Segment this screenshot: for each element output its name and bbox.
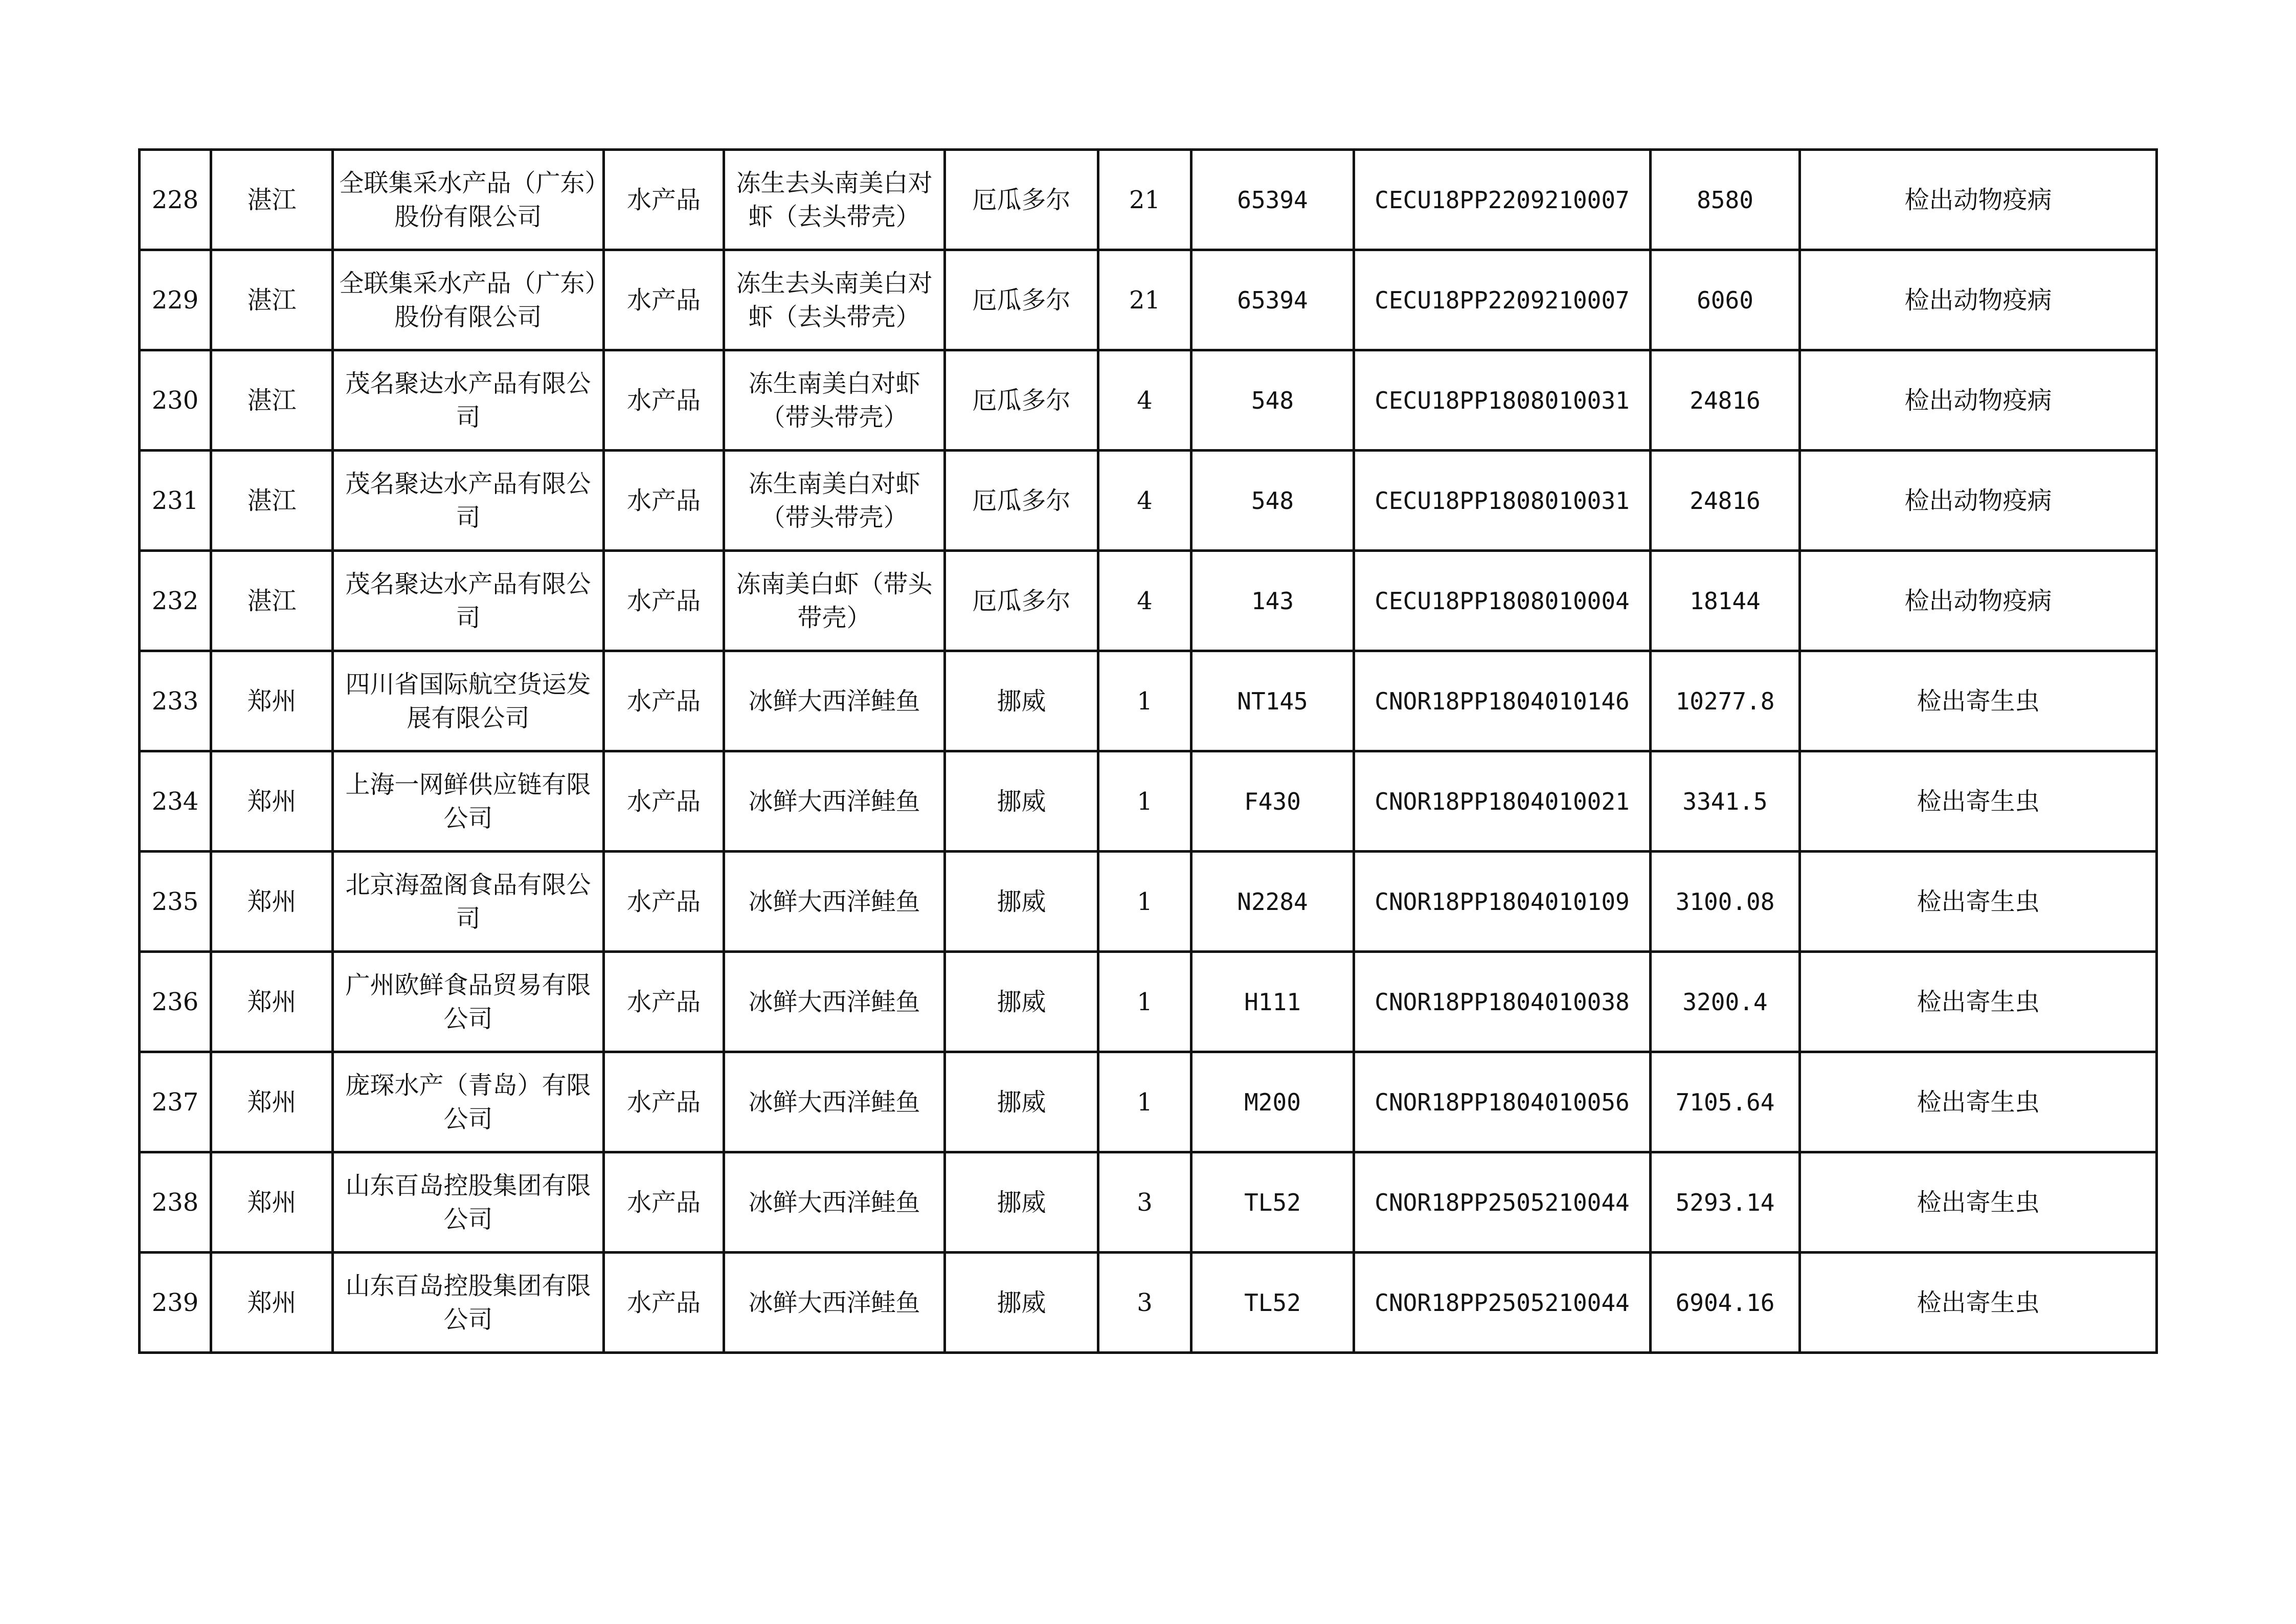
quantity-cell: 21 <box>1098 250 1191 350</box>
certificate-number-cell: CECU18PP2209210007 <box>1354 250 1651 350</box>
product-cell: 冰鲜大西洋鲑鱼 <box>724 651 945 751</box>
company-cell: 全联集采水产品（广东）股份有限公司 <box>333 150 604 250</box>
plant-code-cell: TL52 <box>1191 1152 1354 1253</box>
quantity-cell: 1 <box>1098 651 1191 751</box>
product-cell: 冰鲜大西洋鲑鱼 <box>724 1253 945 1353</box>
row-number-cell: 235 <box>140 852 211 952</box>
origin-country-cell: 厄瓜多尔 <box>945 551 1098 651</box>
table-row <box>140 751 2157 852</box>
origin-country-cell: 挪威 <box>945 852 1098 952</box>
company-cell: 山东百岛控股集团有限公司 <box>333 1152 604 1253</box>
company-cell: 上海一网鲜供应链有限公司 <box>333 751 604 852</box>
port-cell: 湛江 <box>211 250 333 350</box>
origin-country-cell: 挪威 <box>945 751 1098 852</box>
certificate-number-cell: CNOR18PP1804010038 <box>1354 952 1651 1052</box>
certificate-number-cell: CNOR18PP2505210044 <box>1354 1253 1651 1353</box>
weight-cell: 6904.16 <box>1651 1253 1800 1353</box>
port-cell: 郑州 <box>211 952 333 1052</box>
port-cell: 郑州 <box>211 1152 333 1253</box>
row-number-cell: 234 <box>140 751 211 852</box>
quantity-cell: 3 <box>1098 1253 1191 1353</box>
category-cell: 水产品 <box>604 551 724 651</box>
reason-cell: 检出动物疫病 <box>1800 250 2157 350</box>
origin-country-cell: 厄瓜多尔 <box>945 150 1098 250</box>
plant-code-cell: F430 <box>1191 751 1354 852</box>
origin-country-cell: 挪威 <box>945 1052 1098 1152</box>
product-cell: 冻生去头南美白对虾（去头带壳） <box>724 250 945 350</box>
weight-cell: 3341.5 <box>1651 751 1800 852</box>
reason-cell: 检出寄生虫 <box>1800 751 2157 852</box>
weight-cell: 5293.14 <box>1651 1152 1800 1253</box>
company-cell: 四川省国际航空货运发展有限公司 <box>333 651 604 751</box>
certificate-number-cell: CNOR18PP1804010146 <box>1354 651 1651 751</box>
certificate-number-cell: CECU18PP1808010031 <box>1354 350 1651 451</box>
certificate-number-cell: CECU18PP1808010004 <box>1354 551 1651 651</box>
quantity-cell: 3 <box>1098 1152 1191 1253</box>
row-number-cell: 231 <box>140 451 211 551</box>
plant-code-cell: M200 <box>1191 1052 1354 1152</box>
table-row <box>140 952 2157 1052</box>
certificate-number-cell: CNOR18PP1804010109 <box>1354 852 1651 952</box>
table-row <box>140 1052 2157 1152</box>
plant-code-cell: TL52 <box>1191 1253 1354 1353</box>
plant-code-cell: 65394 <box>1191 250 1354 350</box>
company-cell: 庞琛水产（青岛）有限公司 <box>333 1052 604 1152</box>
origin-country-cell: 挪威 <box>945 952 1098 1052</box>
quantity-cell: 1 <box>1098 1052 1191 1152</box>
table-row <box>140 852 2157 952</box>
table-body <box>140 150 2157 1353</box>
reason-cell: 检出寄生虫 <box>1800 1052 2157 1152</box>
port-cell: 郑州 <box>211 651 333 751</box>
certificate-number-cell: CECU18PP2209210007 <box>1354 150 1651 250</box>
company-cell: 茂名聚达水产品有限公司 <box>333 350 604 451</box>
port-cell: 郑州 <box>211 751 333 852</box>
row-number-cell: 232 <box>140 551 211 651</box>
company-cell: 全联集采水产品（广东）股份有限公司 <box>333 250 604 350</box>
plant-code-cell: 548 <box>1191 451 1354 551</box>
row-number-cell: 233 <box>140 651 211 751</box>
product-cell: 冰鲜大西洋鲑鱼 <box>724 751 945 852</box>
plant-code-cell: 143 <box>1191 551 1354 651</box>
reason-cell: 检出寄生虫 <box>1800 651 2157 751</box>
table-row <box>140 150 2157 250</box>
product-cell: 冰鲜大西洋鲑鱼 <box>724 1152 945 1253</box>
category-cell: 水产品 <box>604 350 724 451</box>
port-cell: 郑州 <box>211 1253 333 1353</box>
quantity-cell: 1 <box>1098 952 1191 1052</box>
table-row <box>140 451 2157 551</box>
weight-cell: 6060 <box>1651 250 1800 350</box>
row-number-cell: 236 <box>140 952 211 1052</box>
port-cell: 湛江 <box>211 451 333 551</box>
table-row <box>140 551 2157 651</box>
quantity-cell: 4 <box>1098 551 1191 651</box>
weight-cell: 3100.08 <box>1651 852 1800 952</box>
plant-code-cell: NT145 <box>1191 651 1354 751</box>
table-row <box>140 350 2157 451</box>
certificate-number-cell: CNOR18PP1804010056 <box>1354 1052 1651 1152</box>
reason-cell: 检出动物疫病 <box>1800 451 2157 551</box>
category-cell: 水产品 <box>604 250 724 350</box>
product-cell: 冰鲜大西洋鲑鱼 <box>724 852 945 952</box>
certificate-number-cell: CECU18PP1808010031 <box>1354 451 1651 551</box>
row-number-cell: 230 <box>140 350 211 451</box>
origin-country-cell: 厄瓜多尔 <box>945 250 1098 350</box>
row-number-cell: 237 <box>140 1052 211 1152</box>
category-cell: 水产品 <box>604 150 724 250</box>
certificate-number-cell: CNOR18PP2505210044 <box>1354 1152 1651 1253</box>
weight-cell: 8580 <box>1651 150 1800 250</box>
reason-cell: 检出动物疫病 <box>1800 551 2157 651</box>
category-cell: 水产品 <box>604 1152 724 1253</box>
plant-code-cell: 65394 <box>1191 150 1354 250</box>
plant-code-cell: H111 <box>1191 952 1354 1052</box>
table-row <box>140 1253 2157 1353</box>
quantity-cell: 4 <box>1098 350 1191 451</box>
row-number-cell: 238 <box>140 1152 211 1253</box>
quantity-cell: 4 <box>1098 451 1191 551</box>
origin-country-cell: 挪威 <box>945 1152 1098 1253</box>
weight-cell: 10277.8 <box>1651 651 1800 751</box>
quantity-cell: 21 <box>1098 150 1191 250</box>
inspection-record-table <box>138 148 2158 1354</box>
table-row <box>140 651 2157 751</box>
reason-cell: 检出寄生虫 <box>1800 852 2157 952</box>
origin-country-cell: 挪威 <box>945 651 1098 751</box>
row-number-cell: 229 <box>140 250 211 350</box>
weight-cell: 18144 <box>1651 551 1800 651</box>
category-cell: 水产品 <box>604 852 724 952</box>
quantity-cell: 1 <box>1098 852 1191 952</box>
company-cell: 山东百岛控股集团有限公司 <box>333 1253 604 1353</box>
origin-country-cell: 厄瓜多尔 <box>945 451 1098 551</box>
product-cell: 冻生去头南美白对虾（去头带壳） <box>724 150 945 250</box>
origin-country-cell: 挪威 <box>945 1253 1098 1353</box>
company-cell: 茂名聚达水产品有限公司 <box>333 551 604 651</box>
reason-cell: 检出动物疫病 <box>1800 350 2157 451</box>
product-cell: 冻生南美白对虾（带头带壳） <box>724 451 945 551</box>
row-number-cell: 239 <box>140 1253 211 1353</box>
row-number-cell: 228 <box>140 150 211 250</box>
table-row <box>140 1152 2157 1253</box>
port-cell: 郑州 <box>211 1052 333 1152</box>
table-row <box>140 250 2157 350</box>
port-cell: 湛江 <box>211 150 333 250</box>
category-cell: 水产品 <box>604 451 724 551</box>
weight-cell: 24816 <box>1651 451 1800 551</box>
reason-cell: 检出动物疫病 <box>1800 150 2157 250</box>
weight-cell: 3200.4 <box>1651 952 1800 1052</box>
category-cell: 水产品 <box>604 651 724 751</box>
origin-country-cell: 厄瓜多尔 <box>945 350 1098 451</box>
port-cell: 湛江 <box>211 551 333 651</box>
product-cell: 冰鲜大西洋鲑鱼 <box>724 952 945 1052</box>
product-cell: 冰鲜大西洋鲑鱼 <box>724 1052 945 1152</box>
company-cell: 北京海盈阁食品有限公司 <box>333 852 604 952</box>
reason-cell: 检出寄生虫 <box>1800 1253 2157 1353</box>
product-cell: 冻生南美白对虾（带头带壳） <box>724 350 945 451</box>
category-cell: 水产品 <box>604 952 724 1052</box>
company-cell: 广州欧鲜食品贸易有限公司 <box>333 952 604 1052</box>
weight-cell: 24816 <box>1651 350 1800 451</box>
category-cell: 水产品 <box>604 1052 724 1152</box>
reason-cell: 检出寄生虫 <box>1800 1152 2157 1253</box>
plant-code-cell: N2284 <box>1191 852 1354 952</box>
company-cell: 茂名聚达水产品有限公司 <box>333 451 604 551</box>
plant-code-cell: 548 <box>1191 350 1354 451</box>
quantity-cell: 1 <box>1098 751 1191 852</box>
certificate-number-cell: CNOR18PP1804010021 <box>1354 751 1651 852</box>
category-cell: 水产品 <box>604 751 724 852</box>
reason-cell: 检出寄生虫 <box>1800 952 2157 1052</box>
weight-cell: 7105.64 <box>1651 1052 1800 1152</box>
product-cell: 冻南美白虾（带头带壳） <box>724 551 945 651</box>
port-cell: 湛江 <box>211 350 333 451</box>
port-cell: 郑州 <box>211 852 333 952</box>
category-cell: 水产品 <box>604 1253 724 1353</box>
